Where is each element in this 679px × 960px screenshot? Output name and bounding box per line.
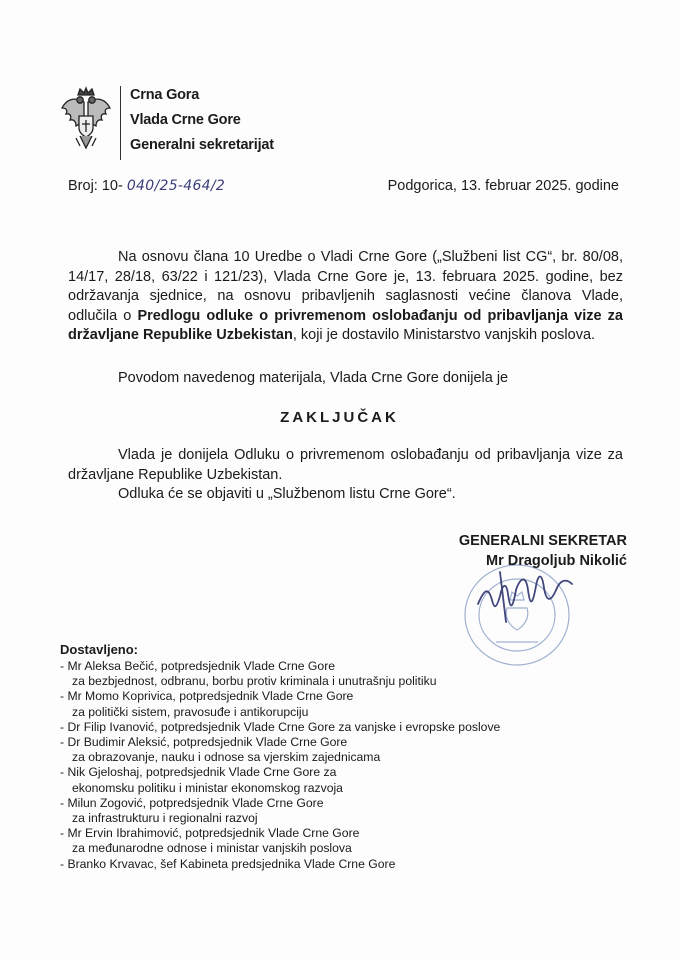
distribution-recipient-portfolio: za bezbjednost, odbranu, borbu protiv kriminala i unutrašnju politiku (72, 674, 437, 689)
publication-paragraph: Odluka će se objaviti u „Službenom listu Crne Gore“. (118, 486, 456, 502)
distribution-item (60, 659, 500, 689)
decision-paragraph: Vlada je donijela Odluku o privremenom oslobađanju od pribavljanja vize za državljane Republike Uzbekistan. (68, 447, 623, 483)
distribution-recipient: - Nik Gjeloshaj, potpredsjednik Vlade Crne Gore za (60, 765, 500, 780)
reference-number-handwritten: 040/25-464/2 (126, 178, 226, 194)
distribution-recipient-portfolio: za infrastrukturu i regionalni razvoj (72, 811, 258, 826)
distribution-recipient-portfolio: ekonomsku politiku i ministar ekonomskog razvoja (72, 780, 343, 795)
distribution-item (60, 826, 500, 856)
intro-paragraph (68, 248, 623, 346)
header-divider (120, 86, 121, 160)
intro-bold-subject: Predlogu odluke o privremenom oslobađanju od pribavljanja vize za državljane Republike Uzbekistan (68, 307, 623, 344)
distribution-item (60, 857, 500, 872)
signatory-title: GENERALNI SEKRETAR (458, 533, 627, 549)
distribution-recipient: - Dr Filip Ivanović, potpredsjednik Vlade Crne Gore za vanjske i evropske poslove (60, 720, 500, 735)
handwritten-signature (470, 560, 580, 630)
signatory-name: Mr Dragoljub Nikolić (486, 553, 627, 569)
distribution-recipient-portfolio: za međunarodne odnose i ministar vanjskih poslova (72, 841, 352, 856)
distribution-item (60, 735, 500, 765)
coat-of-arms-icon (60, 86, 112, 152)
distribution-recipient: - Mr Momo Koprivica, potpredsjednik Vlade Crne Gore (60, 689, 500, 704)
intro-text-1: Na osnovu člana 10 Uredbe o Vladi Crne Gore („Službeni list CG“, br. 80/08, 14/17, 28/18, 63/22 i 121/23), Vlada Crne Gore je, 13. februara 2025. godine, bez održavanja sjednice, na osnovu pribavljenih saglasnosti većine članova Vlade, odlučila o (68, 249, 623, 324)
reference-number-label: Broj: 10- (68, 178, 123, 194)
distribution-recipient-portfolio: za politički sistem, pravosuđe i antikorupciju (72, 704, 309, 719)
distribution-item (60, 689, 500, 719)
distribution-item (60, 796, 500, 826)
header-secretariat: Generalni sekretarijat (130, 137, 274, 153)
intro-text-2: , koji je dostavilo Ministarstvo vanjskih poslova. (292, 327, 596, 344)
adoption-paragraph: Povodom navedenog materijala, Vlada Crne Gore donijela je (118, 370, 509, 386)
distribution-recipient: - Mr Ervin Ibrahimović, potpredsjednik Vlade Crne Gore (60, 826, 500, 841)
distribution-recipient: - Mr Aleksa Bečić, potpredsjednik Vlade Crne Gore (60, 659, 500, 674)
distribution-recipient-portfolio: za obrazovanje, nauku i odnose sa vjerskim zajednicama (72, 750, 381, 765)
distribution-recipient: - Milun Zogović, potpredsjednik Vlade Crne Gore (60, 796, 500, 811)
distribution-title: Dostavljeno: (60, 642, 139, 657)
distribution-recipient: - Branko Krvavac, šef Kabineta predsjednika Vlade Crne Gore (60, 857, 500, 872)
header-country: Crna Gora (130, 87, 200, 103)
distribution-item (60, 765, 500, 795)
distribution-list (60, 659, 500, 872)
conclusion-heading: ZAKLJUČAK (280, 409, 399, 426)
distribution-recipient: - Dr Budimir Aleksić, potpredsjednik Vlade Crne Gore (60, 735, 500, 750)
header-government: Vlada Crne Gore (130, 112, 241, 128)
reference-number (68, 178, 225, 194)
distribution-item (60, 720, 500, 735)
place-date: Podgorica, 13. februar 2025. godine (387, 178, 619, 194)
